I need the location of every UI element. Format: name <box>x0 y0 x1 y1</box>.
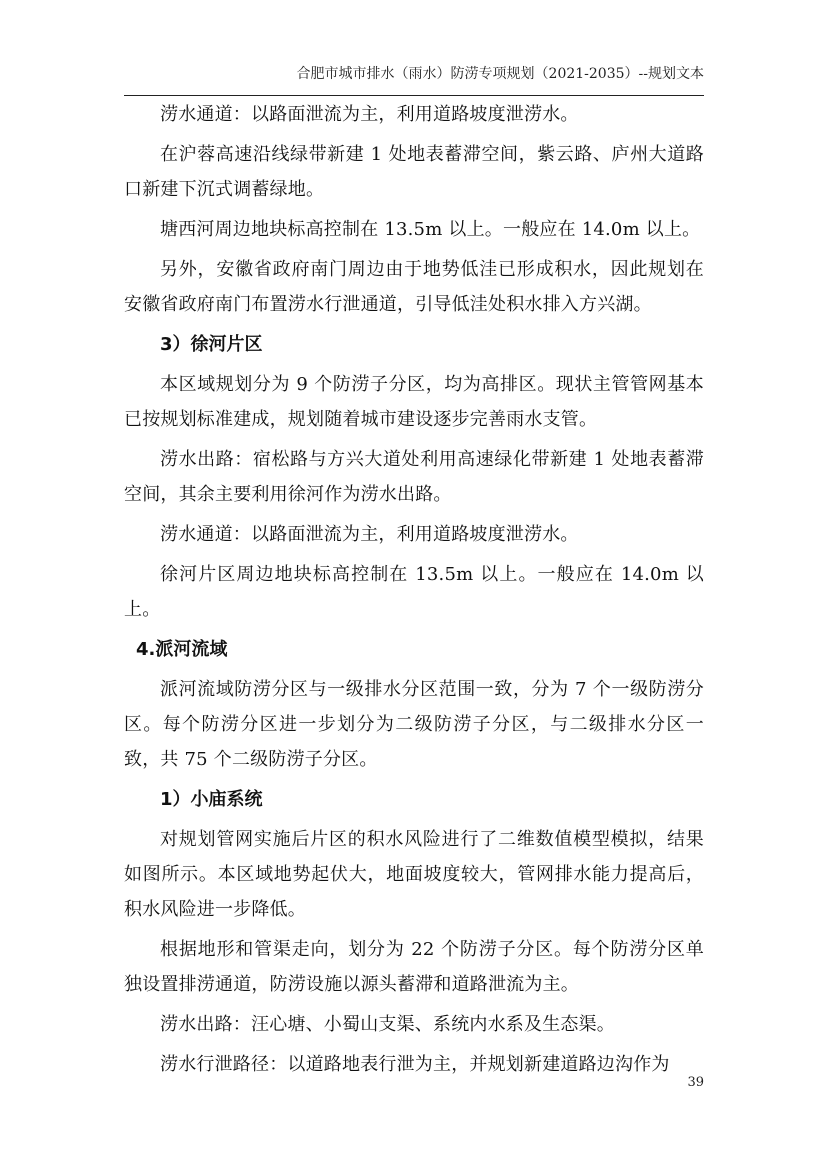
paragraph: 涝水行泄路径：以道路地表行泄为主，并规划新建道路边沟作为 <box>160 1054 670 1075</box>
paragraph: 根据地形和管渠走向，划分为 22 个防涝子分区。每个防涝分区单独设置排涝通道，防涝设施以源头蓄滞和道路泄流为主。 <box>124 939 704 995</box>
header-divider <box>124 95 704 96</box>
document-body <box>124 97 704 1082</box>
paragraph: 涝水通道：以路面泄流为主，利用道路坡度泄涝水。 <box>160 524 579 545</box>
paragraph: 本区域规划分为 9 个防涝子分区，均为高排区。现状主管管网基本已按规划标准建成，规划随着城市建设逐步完善雨水支管。 <box>124 374 704 430</box>
paragraph: 涝水出路：宿松路与方兴大道处利用高速绿化带新建 1 处地表蓄滞空间，其余主要利用徐河作为涝水出路。 <box>124 449 704 505</box>
running-header: 合肥市城市排水（雨水）防涝专项规划（2021-2035）--规划文本 <box>296 66 704 82</box>
paragraph: 涝水出路：汪心塘、小蜀山支渠、系统内水系及生态渠。 <box>160 1014 615 1035</box>
paragraph: 在沪蓉高速沿线绿带新建 1 处地表蓄滞空间，紫云路、庐州大道路口新建下沉式调蓄绿地。 <box>124 144 704 200</box>
section-heading: 4.派河流域 <box>136 639 228 660</box>
paragraph: 涝水通道：以路面泄流为主，利用道路坡度泄涝水。 <box>160 104 579 125</box>
page-number: 39 <box>687 1075 704 1090</box>
paragraph: 派河流域防涝分区与一级排水分区范围一致，分为 7 个一级防涝分区。每个防涝分区进一步划分为二级防涝子分区，与二级排水分区一致，共 75 个二级防涝子分区。 <box>124 679 704 770</box>
paragraph: 塘西河周边地块标高控制在 13.5m 以上。一般应在 14.0m 以上。 <box>160 219 701 240</box>
paragraph: 徐河片区周边地块标高控制在 13.5m 以上。一般应在 14.0m 以上。 <box>124 564 704 620</box>
paragraph: 对规划管网实施后片区的积水风险进行了二维数值模型模拟，结果如图所示。本区域地势起伏大，地面坡度较大，管网排水能力提高后，积水风险进一步降低。 <box>124 829 704 920</box>
subsection-heading: 3）徐河片区 <box>160 334 263 355</box>
paragraph: 另外，安徽省政府南门周边由于地势低洼已形成积水，因此规划在安徽省政府南门布置涝水行泄通道，引导低洼处积水排入方兴湖。 <box>124 259 704 315</box>
subsection-heading: 1）小庙系统 <box>160 789 263 810</box>
